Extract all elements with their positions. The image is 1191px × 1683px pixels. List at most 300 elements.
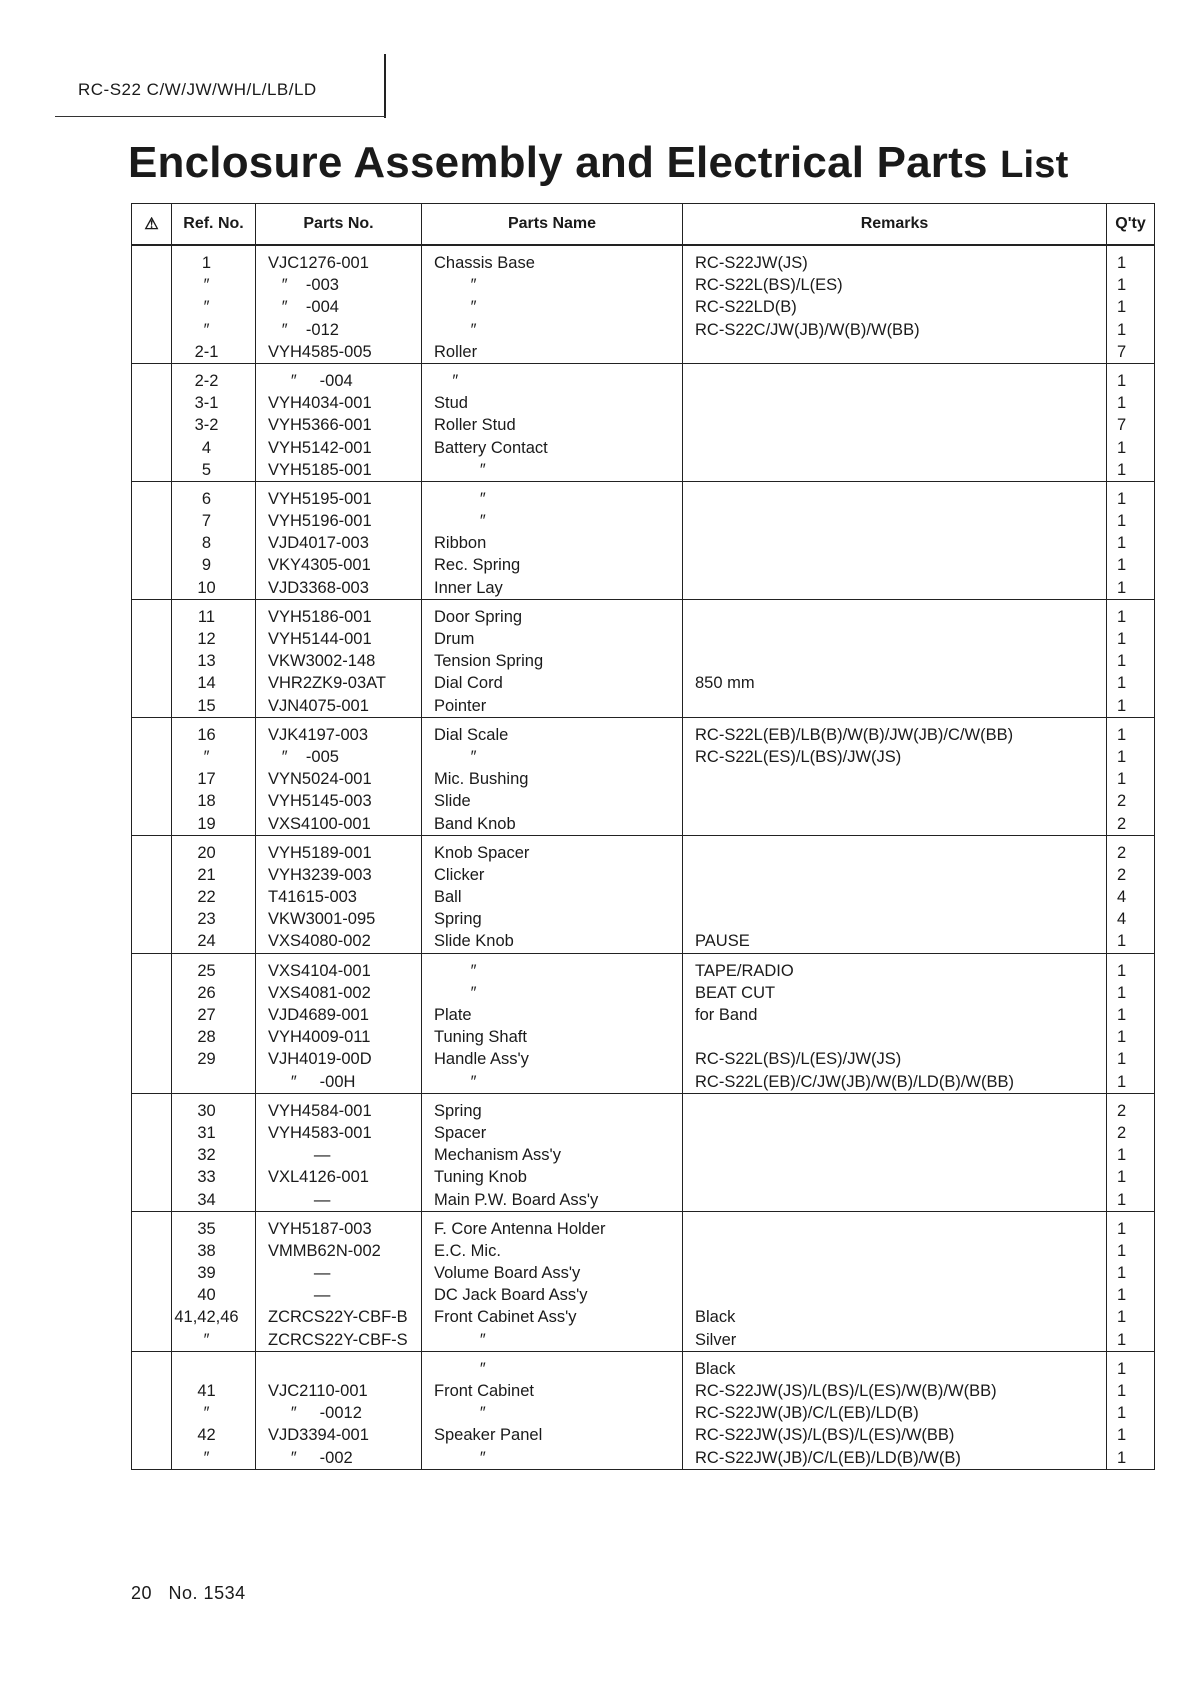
table-row bbox=[132, 437, 1155, 459]
cell-qty: 1 bbox=[1107, 1189, 1155, 1212]
cell-name: F. Core Antenna Holder bbox=[422, 1211, 683, 1240]
cell-partno: VKW3002-148 bbox=[256, 650, 422, 672]
cell-partno: VJH4019-00D bbox=[256, 1048, 422, 1070]
cell-remarks: RC-S22JW(JS)/L(BS)/L(ES)/W(B)/W(BB) bbox=[683, 1380, 1107, 1402]
cell-ref: 18 bbox=[172, 790, 256, 812]
cell-qty: 2 bbox=[1107, 835, 1155, 864]
cell-partno: VYH4583-001 bbox=[256, 1122, 422, 1144]
cell-remarks: RC-S22L(BS)/L(ES) bbox=[683, 274, 1107, 296]
row-group bbox=[132, 1093, 1155, 1211]
cell-qty: 1 bbox=[1107, 1026, 1155, 1048]
cell-remarks bbox=[683, 341, 1107, 364]
cell-partno: ″ -0012 bbox=[256, 1402, 422, 1424]
warning-cell bbox=[132, 341, 172, 364]
cell-partno: ZCRCS22Y-CBF-B bbox=[256, 1306, 422, 1328]
cell-remarks bbox=[683, 1026, 1107, 1048]
cell-remarks bbox=[683, 437, 1107, 459]
cell-ref: 7 bbox=[172, 510, 256, 532]
warning-cell bbox=[132, 1424, 172, 1446]
cell-qty: 1 bbox=[1107, 768, 1155, 790]
cell-qty: 1 bbox=[1107, 1071, 1155, 1094]
warning-cell bbox=[132, 1026, 172, 1048]
table-row bbox=[132, 768, 1155, 790]
cell-ref: 13 bbox=[172, 650, 256, 672]
cell-partno: ″ -004 bbox=[256, 363, 422, 392]
cell-partno: VYH5189-001 bbox=[256, 835, 422, 864]
table-row bbox=[132, 628, 1155, 650]
table-row bbox=[132, 672, 1155, 694]
cell-name: Tuning Knob bbox=[422, 1166, 683, 1188]
cell-ref: 22 bbox=[172, 886, 256, 908]
cell-name: Dial Cord bbox=[422, 672, 683, 694]
cell-name: Ball bbox=[422, 886, 683, 908]
cell-remarks bbox=[683, 790, 1107, 812]
warning-cell bbox=[132, 437, 172, 459]
cell-qty: 1 bbox=[1107, 1004, 1155, 1026]
cell-remarks: RC-S22L(EB)/C/JW(JB)/W(B)/LD(B)/W(BB) bbox=[683, 1071, 1107, 1094]
cell-partno: VXL4126-001 bbox=[256, 1166, 422, 1188]
cell-remarks bbox=[683, 886, 1107, 908]
warning-cell bbox=[132, 1071, 172, 1094]
cell-partno: — bbox=[256, 1284, 422, 1306]
cell-ref: 38 bbox=[172, 1240, 256, 1262]
cell-qty: 2 bbox=[1107, 1122, 1155, 1144]
row-group bbox=[132, 717, 1155, 835]
table-row bbox=[132, 554, 1155, 576]
row-group bbox=[132, 363, 1155, 481]
table-row bbox=[132, 1122, 1155, 1144]
warning-cell bbox=[132, 1329, 172, 1352]
warning-cell bbox=[132, 1004, 172, 1026]
cell-ref: 16 bbox=[172, 717, 256, 746]
table-row bbox=[132, 341, 1155, 364]
cell-name: Tension Spring bbox=[422, 650, 683, 672]
cell-remarks bbox=[683, 1166, 1107, 1188]
cell-partno: — bbox=[256, 1262, 422, 1284]
cell-ref: ″ bbox=[172, 319, 256, 341]
table-row bbox=[132, 1211, 1155, 1240]
table-row bbox=[132, 695, 1155, 718]
cell-ref: 25 bbox=[172, 953, 256, 982]
table-row bbox=[132, 363, 1155, 392]
table-row bbox=[132, 1262, 1155, 1284]
cell-partno: VKY4305-001 bbox=[256, 554, 422, 576]
cell-remarks: BEAT CUT bbox=[683, 982, 1107, 1004]
cell-qty: 1 bbox=[1107, 628, 1155, 650]
cell-ref: 15 bbox=[172, 695, 256, 718]
row-group bbox=[132, 245, 1155, 363]
header-model: RC-S22 C/W/JW/WH/L/LB/LD bbox=[78, 80, 317, 99]
cell-partno: VXS4100-001 bbox=[256, 813, 422, 836]
cell-qty: 1 bbox=[1107, 1166, 1155, 1188]
cell-qty: 2 bbox=[1107, 813, 1155, 836]
cell-qty: 1 bbox=[1107, 672, 1155, 694]
cell-partno: ″ -002 bbox=[256, 1447, 422, 1470]
cell-remarks bbox=[683, 599, 1107, 628]
cell-remarks bbox=[683, 363, 1107, 392]
table-row bbox=[132, 1004, 1155, 1026]
cell-name: Clicker bbox=[422, 864, 683, 886]
cell-remarks bbox=[683, 835, 1107, 864]
cell-qty: 1 bbox=[1107, 953, 1155, 982]
cell-ref: 41,42,46 bbox=[172, 1306, 256, 1328]
cell-name: ″ bbox=[422, 296, 683, 318]
cell-ref: ″ bbox=[172, 1329, 256, 1352]
cell-partno: VYH3239-003 bbox=[256, 864, 422, 886]
cell-name: ″ bbox=[422, 1071, 683, 1094]
cell-name: Chassis Base bbox=[422, 245, 683, 274]
cell-remarks bbox=[683, 392, 1107, 414]
cell-name: Inner Lay bbox=[422, 577, 683, 600]
warning-cell bbox=[132, 1211, 172, 1240]
header-qty: Q'ty bbox=[1107, 204, 1155, 246]
warning-cell bbox=[132, 1402, 172, 1424]
cell-qty: 1 bbox=[1107, 245, 1155, 274]
cell-remarks: RC-S22C/JW(JB)/W(B)/W(BB) bbox=[683, 319, 1107, 341]
cell-qty: 1 bbox=[1107, 437, 1155, 459]
cell-name: ″ bbox=[422, 274, 683, 296]
cell-partno: VYN5024-001 bbox=[256, 768, 422, 790]
table-row bbox=[132, 864, 1155, 886]
table-header bbox=[132, 204, 1155, 246]
warning-cell bbox=[132, 1189, 172, 1212]
cell-ref: 29 bbox=[172, 1048, 256, 1070]
cell-name: Roller Stud bbox=[422, 414, 683, 436]
cell-qty: 1 bbox=[1107, 1402, 1155, 1424]
cell-partno: ″ -012 bbox=[256, 319, 422, 341]
table-row bbox=[132, 1380, 1155, 1402]
cell-qty: 1 bbox=[1107, 1351, 1155, 1380]
table-row bbox=[132, 1048, 1155, 1070]
cell-name: Rec. Spring bbox=[422, 554, 683, 576]
cell-qty: 1 bbox=[1107, 510, 1155, 532]
cell-ref: 21 bbox=[172, 864, 256, 886]
table-row bbox=[132, 1240, 1155, 1262]
cell-partno: VYH5145-003 bbox=[256, 790, 422, 812]
cell-qty: 1 bbox=[1107, 1329, 1155, 1352]
cell-remarks bbox=[683, 1240, 1107, 1262]
cell-ref: ″ bbox=[172, 746, 256, 768]
cell-ref: ″ bbox=[172, 1402, 256, 1424]
cell-qty: 1 bbox=[1107, 532, 1155, 554]
warning-cell bbox=[132, 392, 172, 414]
cell-name: Slide bbox=[422, 790, 683, 812]
cell-partno bbox=[256, 1351, 422, 1380]
cell-remarks bbox=[683, 1122, 1107, 1144]
page-number: 20 bbox=[131, 1583, 153, 1603]
cell-ref: 11 bbox=[172, 599, 256, 628]
cell-remarks bbox=[683, 1284, 1107, 1306]
cell-remarks bbox=[683, 1211, 1107, 1240]
cell-qty: 1 bbox=[1107, 459, 1155, 482]
cell-qty: 1 bbox=[1107, 577, 1155, 600]
cell-partno: VJC1276-001 bbox=[256, 245, 422, 274]
cell-name: Mic. Bushing bbox=[422, 768, 683, 790]
cell-name: E.C. Mic. bbox=[422, 1240, 683, 1262]
cell-name: Ribbon bbox=[422, 532, 683, 554]
cell-ref: ″ bbox=[172, 1447, 256, 1470]
cell-qty: 2 bbox=[1107, 864, 1155, 886]
cell-name: Dial Scale bbox=[422, 717, 683, 746]
cell-qty: 1 bbox=[1107, 1048, 1155, 1070]
table-row bbox=[132, 1093, 1155, 1122]
warning-cell bbox=[132, 1144, 172, 1166]
warning-cell bbox=[132, 599, 172, 628]
cell-partno: VYH5187-003 bbox=[256, 1211, 422, 1240]
warning-cell bbox=[132, 363, 172, 392]
cell-ref: ″ bbox=[172, 274, 256, 296]
table-row bbox=[132, 813, 1155, 836]
table-row bbox=[132, 908, 1155, 930]
table-row bbox=[132, 510, 1155, 532]
cell-remarks: RC-S22JW(JS)/L(BS)/L(ES)/W(BB) bbox=[683, 1424, 1107, 1446]
cell-ref: 30 bbox=[172, 1093, 256, 1122]
cell-ref: 2-2 bbox=[172, 363, 256, 392]
cell-qty: 4 bbox=[1107, 908, 1155, 930]
cell-name: Roller bbox=[422, 341, 683, 364]
cell-qty: 2 bbox=[1107, 790, 1155, 812]
cell-partno: VYH5142-001 bbox=[256, 437, 422, 459]
cell-partno: ″ -003 bbox=[256, 274, 422, 296]
table-row bbox=[132, 1144, 1155, 1166]
cell-qty: 1 bbox=[1107, 554, 1155, 576]
cell-ref: 41 bbox=[172, 1380, 256, 1402]
cell-qty: 1 bbox=[1107, 746, 1155, 768]
cell-qty: 1 bbox=[1107, 392, 1155, 414]
cell-ref: 42 bbox=[172, 1424, 256, 1446]
warning-cell bbox=[132, 414, 172, 436]
table-row bbox=[132, 1071, 1155, 1094]
cell-partno: VJC2110-001 bbox=[256, 1380, 422, 1402]
cell-partno: VYH4034-001 bbox=[256, 392, 422, 414]
cell-partno: VMMB62N-002 bbox=[256, 1240, 422, 1262]
cell-partno: ″ -00H bbox=[256, 1071, 422, 1094]
warning-cell bbox=[132, 746, 172, 768]
cell-partno: VXS4104-001 bbox=[256, 953, 422, 982]
table-row bbox=[132, 1306, 1155, 1328]
cell-partno: VJD4689-001 bbox=[256, 1004, 422, 1026]
table-row bbox=[132, 1351, 1155, 1380]
table-row bbox=[132, 982, 1155, 1004]
table-row bbox=[132, 790, 1155, 812]
cell-ref: 6 bbox=[172, 481, 256, 510]
cell-ref: 28 bbox=[172, 1026, 256, 1048]
warning-cell bbox=[132, 1166, 172, 1188]
cell-partno: VJD4017-003 bbox=[256, 532, 422, 554]
table-row bbox=[132, 392, 1155, 414]
cell-ref: 17 bbox=[172, 768, 256, 790]
cell-partno: VYH5185-001 bbox=[256, 459, 422, 482]
table-row bbox=[132, 1026, 1155, 1048]
table-row bbox=[132, 1447, 1155, 1470]
cell-ref: 39 bbox=[172, 1262, 256, 1284]
cell-name: Pointer bbox=[422, 695, 683, 718]
row-group bbox=[132, 599, 1155, 717]
cell-name: Slide Knob bbox=[422, 930, 683, 953]
warning-cell bbox=[132, 319, 172, 341]
cell-partno: — bbox=[256, 1189, 422, 1212]
cell-name: ″ bbox=[422, 481, 683, 510]
table-row bbox=[132, 319, 1155, 341]
cell-name: Spring bbox=[422, 908, 683, 930]
cell-partno: VYH4009-011 bbox=[256, 1026, 422, 1048]
cell-ref bbox=[172, 1071, 256, 1094]
table-row bbox=[132, 746, 1155, 768]
cell-partno: VJD3394-001 bbox=[256, 1424, 422, 1446]
cell-qty: 1 bbox=[1107, 1284, 1155, 1306]
title-main: Enclosure Assembly and Electrical Parts bbox=[128, 138, 988, 187]
warning-cell bbox=[132, 481, 172, 510]
warning-cell bbox=[132, 510, 172, 532]
warning-cell bbox=[132, 813, 172, 836]
cell-ref: 23 bbox=[172, 908, 256, 930]
cell-name: Spacer bbox=[422, 1122, 683, 1144]
cell-name: Stud bbox=[422, 392, 683, 414]
row-group bbox=[132, 835, 1155, 953]
cell-remarks bbox=[683, 414, 1107, 436]
cell-ref: 4 bbox=[172, 437, 256, 459]
cell-name: ″ bbox=[422, 746, 683, 768]
cell-name: ″ bbox=[422, 319, 683, 341]
warning-cell bbox=[132, 628, 172, 650]
cell-remarks bbox=[683, 1189, 1107, 1212]
cell-name: Handle Ass'y bbox=[422, 1048, 683, 1070]
cell-qty: 2 bbox=[1107, 1093, 1155, 1122]
header-name: Parts Name bbox=[422, 204, 683, 246]
cell-remarks: RC-S22LD(B) bbox=[683, 296, 1107, 318]
warning-icon: ⚠ bbox=[132, 204, 172, 246]
cell-partno: — bbox=[256, 1144, 422, 1166]
warning-cell bbox=[132, 835, 172, 864]
cell-name: Speaker Panel bbox=[422, 1424, 683, 1446]
cell-remarks bbox=[683, 628, 1107, 650]
warning-cell bbox=[132, 864, 172, 886]
cell-name: Front Cabinet bbox=[422, 1380, 683, 1402]
row-group bbox=[132, 953, 1155, 1093]
cell-ref: 1 bbox=[172, 245, 256, 274]
cell-remarks bbox=[683, 813, 1107, 836]
table-row bbox=[132, 953, 1155, 982]
cell-name: Drum bbox=[422, 628, 683, 650]
cell-name: ″ bbox=[422, 1329, 683, 1352]
table-row bbox=[132, 835, 1155, 864]
warning-cell bbox=[132, 1447, 172, 1470]
cell-remarks bbox=[683, 481, 1107, 510]
warning-cell bbox=[132, 1122, 172, 1144]
cell-qty: 1 bbox=[1107, 982, 1155, 1004]
table-row bbox=[132, 599, 1155, 628]
cell-remarks bbox=[683, 1093, 1107, 1122]
cell-partno: VJK4197-003 bbox=[256, 717, 422, 746]
table-row bbox=[132, 274, 1155, 296]
cell-partno: VYH5195-001 bbox=[256, 481, 422, 510]
cell-name: Battery Contact bbox=[422, 437, 683, 459]
warning-cell bbox=[132, 1093, 172, 1122]
cell-ref: 10 bbox=[172, 577, 256, 600]
warning-cell bbox=[132, 1262, 172, 1284]
cell-qty: 1 bbox=[1107, 296, 1155, 318]
warning-cell bbox=[132, 790, 172, 812]
table-row bbox=[132, 414, 1155, 436]
cell-remarks bbox=[683, 532, 1107, 554]
cell-ref: 35 bbox=[172, 1211, 256, 1240]
cell-remarks bbox=[683, 1262, 1107, 1284]
cell-name: Band Knob bbox=[422, 813, 683, 836]
table-row bbox=[132, 1329, 1155, 1352]
cell-remarks: Silver bbox=[683, 1329, 1107, 1352]
cell-remarks: RC-S22L(BS)/L(ES)/JW(JS) bbox=[683, 1048, 1107, 1070]
table-row bbox=[132, 650, 1155, 672]
cell-name: ″ bbox=[422, 953, 683, 982]
cell-remarks: TAPE/RADIO bbox=[683, 953, 1107, 982]
cell-qty: 7 bbox=[1107, 414, 1155, 436]
table-row bbox=[132, 1166, 1155, 1188]
header-underline bbox=[55, 116, 386, 117]
cell-ref: 27 bbox=[172, 1004, 256, 1026]
cell-qty: 1 bbox=[1107, 274, 1155, 296]
warning-cell bbox=[132, 1240, 172, 1262]
cell-ref: 3-1 bbox=[172, 392, 256, 414]
cell-qty: 7 bbox=[1107, 341, 1155, 364]
row-group bbox=[132, 1211, 1155, 1351]
cell-qty: 1 bbox=[1107, 1144, 1155, 1166]
cell-name: ″ bbox=[422, 363, 683, 392]
warning-cell bbox=[132, 908, 172, 930]
warning-cell bbox=[132, 1306, 172, 1328]
warning-cell bbox=[132, 930, 172, 953]
cell-name: Volume Board Ass'y bbox=[422, 1262, 683, 1284]
cell-ref: 12 bbox=[172, 628, 256, 650]
cell-remarks: RC-S22L(EB)/LB(B)/W(B)/JW(JB)/C/W(BB) bbox=[683, 717, 1107, 746]
warning-cell bbox=[132, 1284, 172, 1306]
warning-cell bbox=[132, 1380, 172, 1402]
cell-remarks bbox=[683, 554, 1107, 576]
warning-cell bbox=[132, 532, 172, 554]
cell-partno: VYH4584-001 bbox=[256, 1093, 422, 1122]
cell-qty: 1 bbox=[1107, 1306, 1155, 1328]
cell-qty: 1 bbox=[1107, 599, 1155, 628]
cell-remarks bbox=[683, 459, 1107, 482]
cell-partno: VHR2ZK9-03AT bbox=[256, 672, 422, 694]
page-title bbox=[128, 138, 1068, 188]
cell-name: Tuning Shaft bbox=[422, 1026, 683, 1048]
cell-remarks: RC-S22JW(JB)/C/L(EB)/LD(B)/W(B) bbox=[683, 1447, 1107, 1470]
title-suffix: List bbox=[1000, 144, 1069, 186]
cell-remarks bbox=[683, 650, 1107, 672]
cell-qty: 1 bbox=[1107, 481, 1155, 510]
warning-cell bbox=[132, 768, 172, 790]
cell-name: Main P.W. Board Ass'y bbox=[422, 1189, 683, 1212]
cell-partno: VYH5196-001 bbox=[256, 510, 422, 532]
cell-remarks: RC-S22L(ES)/L(BS)/JW(JS) bbox=[683, 746, 1107, 768]
cell-qty: 1 bbox=[1107, 1240, 1155, 1262]
cell-name: DC Jack Board Ass'y bbox=[422, 1284, 683, 1306]
table-row bbox=[132, 245, 1155, 274]
warning-cell bbox=[132, 650, 172, 672]
cell-remarks: PAUSE bbox=[683, 930, 1107, 953]
warning-cell bbox=[132, 982, 172, 1004]
cell-partno: VXS4081-002 bbox=[256, 982, 422, 1004]
row-group bbox=[132, 481, 1155, 599]
cell-qty: 1 bbox=[1107, 650, 1155, 672]
warning-cell bbox=[132, 672, 172, 694]
cell-ref: ″ bbox=[172, 296, 256, 318]
document-number: No. 1534 bbox=[168, 1583, 246, 1603]
cell-ref: 26 bbox=[172, 982, 256, 1004]
cell-name: Knob Spacer bbox=[422, 835, 683, 864]
cell-remarks: Black bbox=[683, 1306, 1107, 1328]
cell-name: ″ bbox=[422, 1402, 683, 1424]
